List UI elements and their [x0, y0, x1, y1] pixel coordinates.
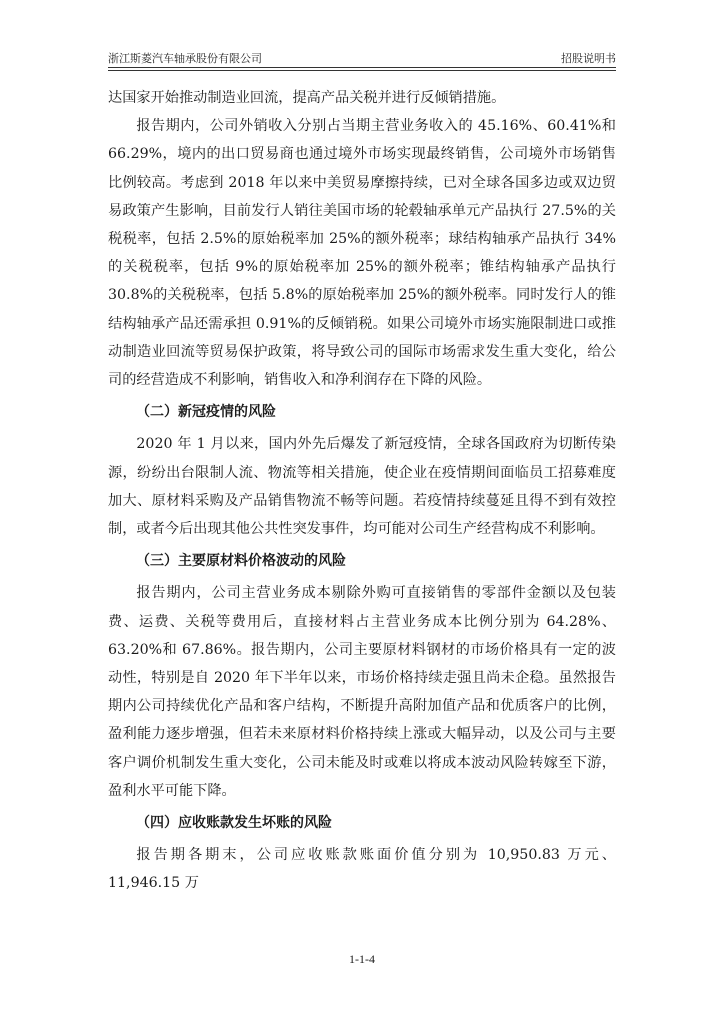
paragraph-covid-risk: 2020 年 1 月以来，国内外先后爆发了新冠疫情，全球各国政府为切断传染源，纷纷出台限制人流、物流等相关措施，使企业在疫情期间面临员工招募难度加大、原材料采购及产品销售物流不畅等问题。若疫情持续蔓延且得不到有效控制，或者今后出现其他公共性突发事件，均可能对公司生产经营构成不利影响。	[108, 436, 616, 538]
paragraph-continued: 达国家开始推动制造业回流，提高产品关税并进行反倾销措施。	[108, 90, 506, 106]
header-document-type: 招股说明书	[561, 52, 616, 65]
paragraph-receivables-risk: 报告期各期末，公司应收账款账面价值分别为 10,950.83 万元、11,946.15 万	[108, 847, 616, 892]
page-header	[108, 46, 616, 68]
page-body	[108, 84, 616, 898]
section-heading-raw-material-risk: （三）主要原材料价格波动的风险	[136, 553, 346, 570]
section-heading-covid-risk: （二）新冠疫情的风险	[136, 404, 276, 421]
paragraph-export-risk: 报告期内，公司外销收入分别占当期主营业务收入的 45.16%、60.41%和66.29%，境内的出口贸易商也通过境外市场实现最终销售，公司境外市场销售比例较高。考虑到 2018 年以来中美贸易摩擦持续，已对全球各国多边或双边贸易政策产生影响，目前发行人销往美国市场的轮毂轴承单元产品执行 27.5%的关税税率，包括 2.5%的原始税率加 25%的额外税率；球结构轴承产品执行 34%的关税税率，包括 9%的原始税率加 25%的额外税率；锥结构轴承产品执行30.8%的关税税率，包括 5.8%的原始税率加 25%的额外税率。同时发行人的锥结构轴承产品还需承担 0.91%的反倾销税。如果公司境外市场实施限制进口或推动制造业回流等贸易保护政策，将导致公司的国际市场需求发生重大变化，给公司的经营造成不利影响，销售收入和净利润存在下降的风险。	[108, 118, 616, 389]
paragraph-raw-material-risk: 报告期内，公司主营业务成本剔除外购可直接销售的零部件金额以及包装费、运费、关税等费用后，直接材料占主营业务成本比例分别为 64.28%、63.20%和 67.86%。报告期内，公司主要原材料钢材的市场价格具有一定的波动性，特别是自 2020 年下半年以来，市场价格持续走强且尚未企稳。虽然报告期内公司持续优化产品和客户结构，不断提升高附加值产品和优质客户的比例，盈利能力逐步增强，但若未来原材料价格持续上涨或大幅异动，以及公司与主要客户调价机制发生重大变化，公司未能及时或难以将成本波动风险转嫁至下游，盈利水平可能下降。	[108, 585, 616, 799]
page-number: 1-1-4	[349, 952, 375, 966]
header-rule-thin	[108, 70, 616, 71]
section-heading-receivables-risk: （四）应收账款发生坏账的风险	[136, 815, 332, 832]
header-rule-thick	[108, 67, 616, 68]
header-company-name: 浙江斯菱汽车轴承股份有限公司	[108, 52, 262, 65]
